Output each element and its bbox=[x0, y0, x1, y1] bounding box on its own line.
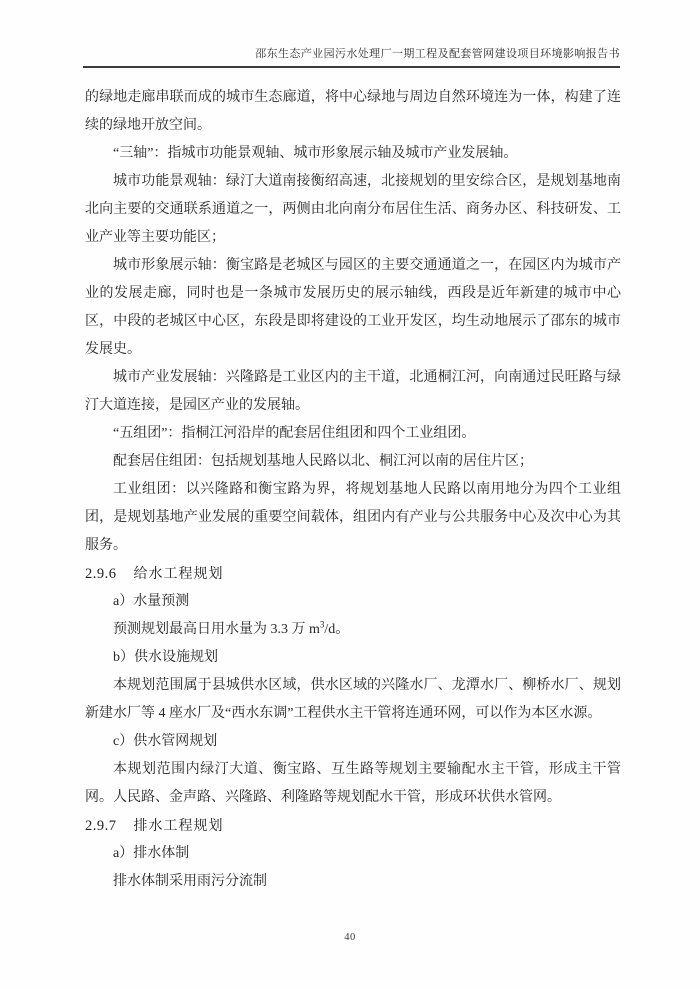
paragraph-five-clusters: “五组团”：指桐江河沿岸的配套居住组团和四个工业组团。 bbox=[113, 426, 476, 441]
page-footer bbox=[0, 932, 700, 943]
page-header bbox=[83, 46, 620, 68]
paragraph-item-a-water-forecast: a）水量预测 bbox=[113, 594, 190, 609]
paragraph-green-corridor: 的绿地走廊串联而成的城市生态廊道，将中心绿地与周边自然环境连为一体，构建了连续的绿地开放空间。 bbox=[85, 90, 621, 133]
water-volume-text: 预测规划最高日用水量为 3.3 万 m bbox=[113, 622, 320, 637]
water-volume-unit-suffix: /d。 bbox=[324, 622, 350, 637]
section-title: 给水工程规划 bbox=[133, 566, 224, 582]
superscript-3: 3 bbox=[319, 619, 325, 630]
document-body bbox=[85, 84, 621, 896]
page-number: 40 bbox=[344, 932, 356, 943]
paragraph-supply-area: 本规划范围属于县城供水区域，供水区域的兴隆水厂、龙潭水厂、柳桥水厂、规划新建水厂等 4 座水厂及“西水东调”工程供水主干管将连通环网，可以作为本区水源。 bbox=[85, 678, 621, 721]
paragraph-city-image-axis: 城市形象展示轴：衡宝路是老城区与园区的主要交通通道之一，在园区内为城市产业的发展走廊，同时也是一条城市发展历史的展示轴线，西段是近年新建的城市中心区，中段的老城区中心区，东段是即将建设的工业开发区，均生动地展示了邵东的城市发展史。 bbox=[85, 258, 621, 357]
paragraph-residential-cluster: 配套居住组团：包括规划基地人民路以北、桐江河以南的居住片区； bbox=[113, 454, 533, 469]
paragraph-industry-axis: 城市产业发展轴：兴隆路是工业区内的主干道，北通桐江河，向南通过民旺路与绿汀大道连接，是园区产业的发展轴。 bbox=[85, 370, 621, 413]
section-title: 排水工程规划 bbox=[133, 818, 224, 834]
paragraph-item-b-supply-facilities: b）供水设施规划 bbox=[113, 650, 218, 665]
paragraph-industrial-cluster: 工业组团：以兴隆路和衡宝路为界，将规划基地人民路以南用地分为四个工业组团，是规划基地产业发展的重要空间载体，组团内有产业与公共服务中心及次中心为其服务。 bbox=[85, 482, 621, 553]
paragraph-water-volume bbox=[85, 616, 621, 644]
section-heading-drainage bbox=[85, 812, 621, 840]
paragraph-item-a-drainage-system: a）排水体制 bbox=[113, 846, 190, 861]
paragraph-item-c-pipe-network: c）供水管网规划 bbox=[113, 734, 218, 749]
section-heading-water-supply bbox=[85, 560, 621, 588]
paragraph-pipe-network-detail: 本规划范围内绿汀大道、衡宝路、互生路等规划主要输配水主干管，形成主干管网。人民路、金声路、兴隆路、利隆路等规划配水干管，形成环状供水管网。 bbox=[85, 762, 621, 805]
section-number: 2.9.7 bbox=[85, 818, 117, 834]
paragraph-three-axes: “三轴”：指城市功能景观轴、城市形象展示轴及城市产业发展轴。 bbox=[113, 146, 518, 161]
header-title: 邵东生态产业园污水处理厂一期工程及配套管网建设项目环境影响报告书 bbox=[255, 48, 620, 60]
section-number: 2.9.6 bbox=[85, 566, 117, 582]
paragraph-drainage-system-type: 排水体制采用雨污分流制 bbox=[113, 874, 267, 889]
paragraph-function-landscape-axis: 城市功能景观轴：绿汀大道南接衡绍高速，北接规划的里安综合区，是规划基地南北向主要的交通联系通道之一，两侧由北向南分布居住生活、商务办区、科技研发、工业产业等主要功能区； bbox=[85, 174, 621, 245]
